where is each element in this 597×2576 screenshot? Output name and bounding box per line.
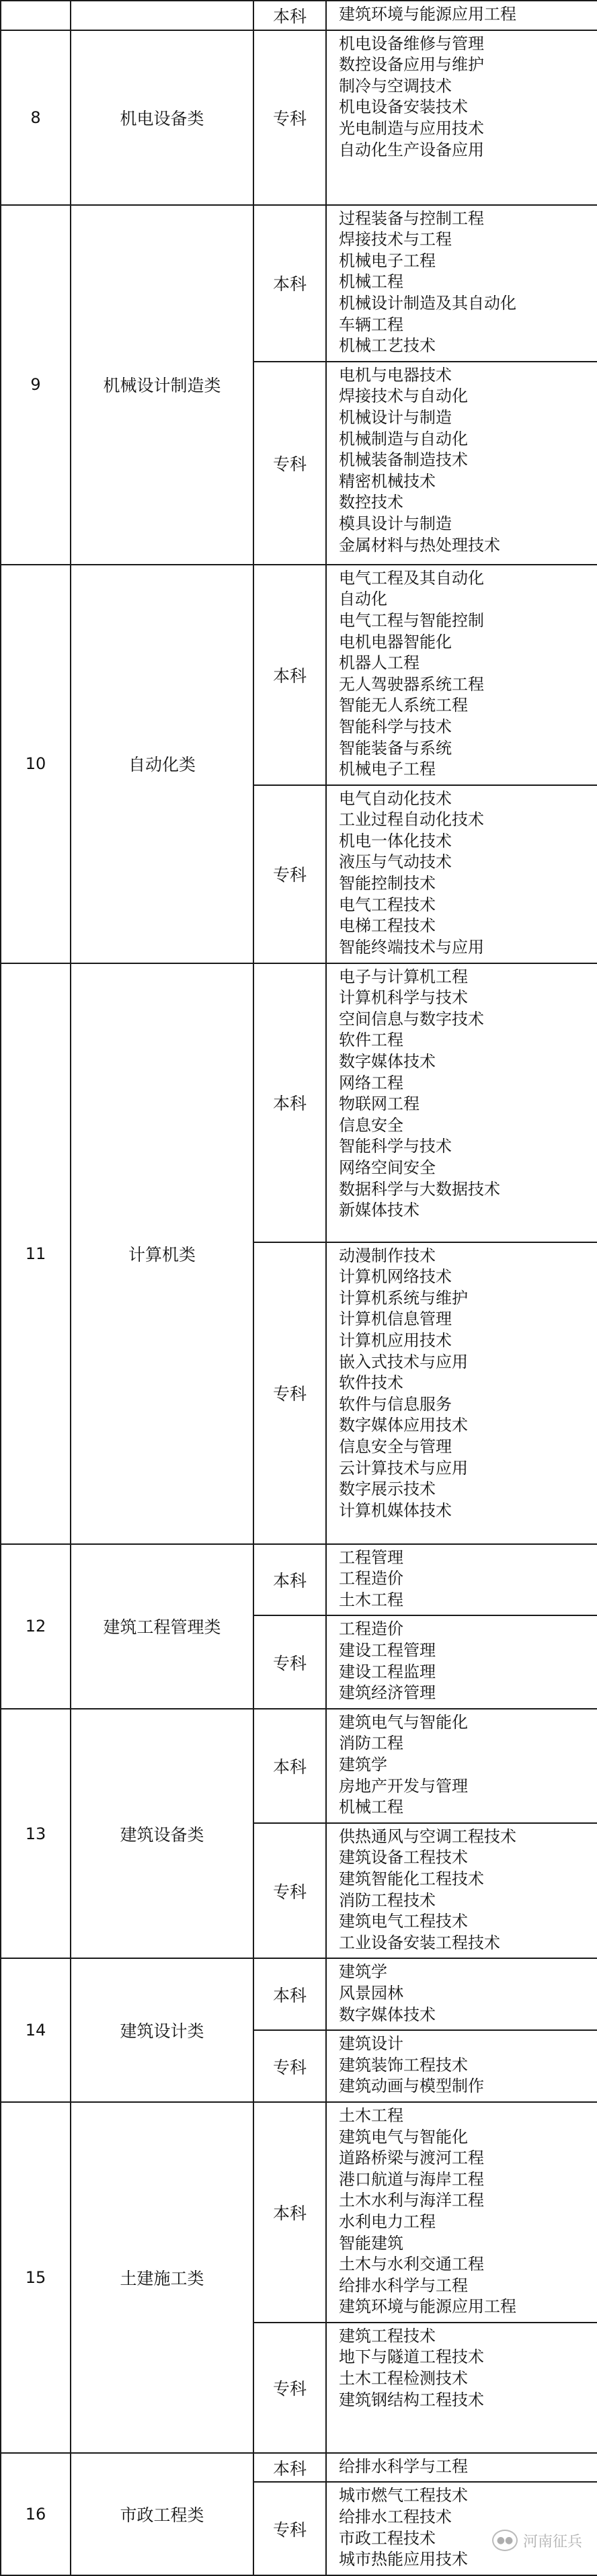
education-level: 本科 xyxy=(253,1544,326,1616)
major-item: 机械设计与制造 xyxy=(339,407,452,427)
major-item: 建筑经济管理 xyxy=(339,1683,436,1703)
major-item: 模具设计与制造 xyxy=(339,514,452,533)
table-row xyxy=(1,30,597,205)
education-level: 本科 xyxy=(253,963,326,1242)
major-item: 焊接技术与自动化 xyxy=(339,387,468,406)
major-item: 建筑智能化工程技术 xyxy=(339,1869,484,1888)
major-item: 给排水工程技术 xyxy=(339,2507,452,2527)
major-item: 网络工程 xyxy=(339,1073,403,1092)
category-name: 计算机类 xyxy=(71,963,253,1544)
major-item: 电气工程及其自动化 xyxy=(339,568,484,588)
majors-list xyxy=(326,205,597,362)
major-item: 数字媒体技术 xyxy=(339,2005,436,2024)
table-row xyxy=(1,205,597,362)
major-item: 自动化生产设备应用 xyxy=(339,140,484,159)
education-level: 本科 xyxy=(253,2453,326,2483)
major-item: 建筑电气与智能化 xyxy=(339,1712,468,1732)
major-item: 建筑环境与能源应用工程 xyxy=(339,5,516,24)
major-item: 建筑电气工程技术 xyxy=(339,1912,468,1931)
major-item: 机械工程 xyxy=(339,272,403,292)
major-item: 智能科学与技术 xyxy=(339,1137,452,1156)
major-item: 机械工程 xyxy=(339,1798,403,1817)
major-item: 智能控制技术 xyxy=(339,874,436,893)
major-item: 新媒体技术 xyxy=(339,1201,420,1220)
major-item: 供热通风与空调工程技术 xyxy=(339,1826,516,1846)
category-name: 自动化类 xyxy=(71,565,253,963)
major-item: 液压与气动技术 xyxy=(339,852,452,872)
category-name: 建筑设计类 xyxy=(71,1958,253,2102)
major-item: 机械装备制造技术 xyxy=(339,450,468,470)
major-item: 电气工程与智能控制 xyxy=(339,610,484,630)
major-item: 建筑学 xyxy=(339,1755,387,1775)
major-item: 城市燃气工程技术 xyxy=(339,2486,468,2505)
major-item: 房地产开发与管理 xyxy=(339,1776,468,1796)
majors-list xyxy=(326,2323,597,2453)
row-number: 13 xyxy=(1,1709,71,1959)
table-row xyxy=(1,565,597,785)
major-item: 无人驾驶器系统工程 xyxy=(339,674,484,694)
major-item: 计算机科学与技术 xyxy=(339,988,468,1008)
major-item: 建筑环境与能源应用工程 xyxy=(339,2297,516,2317)
major-item: 计算机网络技术 xyxy=(339,1267,452,1287)
major-item: 建筑设备工程技术 xyxy=(339,1848,468,1867)
major-item: 软件技术 xyxy=(339,1373,403,1393)
education-level: 本科 xyxy=(253,205,326,362)
majors-list xyxy=(326,963,597,1242)
major-item: 港口航道与海岸工程 xyxy=(339,2169,484,2189)
major-item: 土木工程 xyxy=(339,2105,403,2125)
major-item: 电气工程技术 xyxy=(339,895,436,914)
major-item: 车辆工程 xyxy=(339,315,403,334)
major-item: 软件与信息服务 xyxy=(339,1394,452,1414)
table-row xyxy=(1,1,597,30)
major-item: 机械电子工程 xyxy=(339,760,436,779)
major-item: 自动化 xyxy=(339,590,387,609)
major-item: 工业设备安装工程技术 xyxy=(339,1933,500,1952)
education-level: 专科 xyxy=(253,2030,326,2102)
major-item: 机电设备安装技术 xyxy=(339,97,468,117)
major-item: 软件工程 xyxy=(339,1031,403,1050)
major-item: 机械电子工程 xyxy=(339,251,436,270)
major-item: 光电制造与应用技术 xyxy=(339,118,484,138)
major-item: 制冷与空调技术 xyxy=(339,76,452,95)
major-item: 信息安全与管理 xyxy=(339,1437,452,1457)
major-item: 水利电力工程 xyxy=(339,2212,436,2231)
major-item: 土木工程 xyxy=(339,1590,403,1609)
table-row xyxy=(1,1709,597,1823)
row-number: 11 xyxy=(1,963,71,1544)
major-item: 建筑钢结构工程技术 xyxy=(339,2390,484,2409)
major-item: 数字展示技术 xyxy=(339,1480,436,1499)
majors-list xyxy=(326,362,597,565)
major-item: 电机与电器技术 xyxy=(339,365,452,385)
majors-list xyxy=(326,1242,597,1544)
major-item: 金属材料与热处理技术 xyxy=(339,535,500,555)
majors-list xyxy=(326,1544,597,1616)
majors-list xyxy=(326,1,597,30)
major-item: 给排水科学与工程 xyxy=(339,2456,468,2476)
major-item: 机械设计制造及其自动化 xyxy=(339,293,516,313)
education-level: 专科 xyxy=(253,1823,326,1959)
row-number: 8 xyxy=(1,30,71,205)
majors-list xyxy=(326,1958,597,2030)
major-item: 电机电器智能化 xyxy=(339,632,452,651)
major-item: 计算机系统与维护 xyxy=(339,1288,468,1307)
major-item: 给排水科学与工程 xyxy=(339,2276,468,2295)
major-item: 智能科学与技术 xyxy=(339,717,452,736)
education-level: 本科 xyxy=(253,1,326,30)
education-level: 专科 xyxy=(253,1615,326,1708)
majors-list xyxy=(326,2453,597,2483)
major-item: 机电一体化技术 xyxy=(339,831,452,850)
category-name: 机械设计制造类 xyxy=(71,205,253,565)
major-item: 建筑装饰工程技术 xyxy=(339,2055,468,2075)
major-item: 建筑电气与智能化 xyxy=(339,2127,468,2146)
education-level: 专科 xyxy=(253,785,326,963)
majors-list xyxy=(326,1615,597,1708)
category-name: 建筑设备类 xyxy=(71,1709,253,1959)
major-item: 机械制造与自动化 xyxy=(339,429,468,448)
education-level: 专科 xyxy=(253,30,326,205)
row-number: 14 xyxy=(1,1958,71,2102)
watermark xyxy=(492,2530,582,2551)
major-item: 建筑学 xyxy=(339,1962,387,1982)
major-item: 工程造价 xyxy=(339,1569,403,1588)
major-item: 工程造价 xyxy=(339,1619,403,1639)
education-level: 专科 xyxy=(253,1242,326,1544)
major-item: 工业过程自动化技术 xyxy=(339,810,484,830)
majors-list xyxy=(326,1823,597,1959)
major-item: 数字媒体应用技术 xyxy=(339,1416,468,1435)
major-item: 机械工艺技术 xyxy=(339,336,436,356)
major-item: 电气自动化技术 xyxy=(339,789,452,808)
major-item: 焊接技术与工程 xyxy=(339,230,452,249)
majors-list xyxy=(326,2102,597,2323)
category-name: 市政工程类 xyxy=(71,2453,253,2575)
major-item: 机器人工程 xyxy=(339,653,420,673)
major-item: 土木与水利交通工程 xyxy=(339,2255,484,2274)
major-item: 风景园林 xyxy=(339,1983,403,2003)
majors-list xyxy=(326,2030,597,2102)
major-item: 建筑动画与模型制作 xyxy=(339,2077,484,2096)
table-row xyxy=(1,2453,597,2483)
major-item: 计算机媒体技术 xyxy=(339,1500,452,1520)
major-item: 数控技术 xyxy=(339,493,403,512)
education-level: 本科 xyxy=(253,565,326,785)
major-item: 网络空间安全 xyxy=(339,1158,436,1178)
major-item: 地下与隧道工程技术 xyxy=(339,2347,484,2367)
major-item: 电梯工程技术 xyxy=(339,916,436,936)
majors-list xyxy=(326,785,597,963)
major-item: 道路桥梁与渡河工程 xyxy=(339,2148,484,2168)
major-item: 建设工程管理 xyxy=(339,1641,436,1660)
major-item: 工程管理 xyxy=(339,1547,403,1567)
major-item: 土木工程检测技术 xyxy=(339,2369,468,2388)
major-item: 建筑工程技术 xyxy=(339,2326,436,2345)
row-number xyxy=(1,1,71,30)
major-item: 电子与计算机工程 xyxy=(339,967,468,986)
majors-list xyxy=(326,565,597,785)
major-item: 过程装备与控制工程 xyxy=(339,208,484,228)
row-number: 10 xyxy=(1,565,71,963)
major-item: 云计算技术与应用 xyxy=(339,1458,468,1478)
major-item: 动漫制作技术 xyxy=(339,1246,436,1265)
major-item: 数据科学与大数据技术 xyxy=(339,1179,500,1199)
major-item: 计算机应用技术 xyxy=(339,1331,452,1351)
major-item: 建设工程监理 xyxy=(339,1662,436,1681)
category-name: 土建施工类 xyxy=(71,2102,253,2453)
category-name: 建筑工程管理类 xyxy=(71,1544,253,1709)
major-item: 智能装备与系统 xyxy=(339,738,452,758)
major-item: 消防工程技术 xyxy=(339,1890,436,1910)
row-number: 15 xyxy=(1,2102,71,2453)
major-item: 计算机信息管理 xyxy=(339,1310,452,1329)
major-item: 智能无人系统工程 xyxy=(339,696,468,715)
row-number: 16 xyxy=(1,2453,71,2575)
major-item: 物联网工程 xyxy=(339,1094,420,1114)
table-row xyxy=(1,1544,597,1616)
major-item: 嵌入式技术与应用 xyxy=(339,1352,468,1371)
education-level: 专科 xyxy=(253,2482,326,2575)
major-item: 智能终端技术与应用 xyxy=(339,937,484,957)
major-item: 建筑设计 xyxy=(339,2034,403,2054)
category-name xyxy=(71,1,253,30)
education-level: 专科 xyxy=(253,2323,326,2453)
major-item: 信息安全 xyxy=(339,1115,403,1135)
row-number: 9 xyxy=(1,205,71,565)
education-level: 本科 xyxy=(253,1958,326,2030)
major-item: 智能建筑 xyxy=(339,2233,403,2253)
major-item: 数控设备应用与维护 xyxy=(339,55,484,75)
table-row xyxy=(1,1958,597,2030)
wechat-logo-icon: ●● xyxy=(492,2530,518,2551)
watermark-text: 河南征兵 xyxy=(522,2533,582,2550)
education-level: 本科 xyxy=(253,2102,326,2323)
education-level: 本科 xyxy=(253,1709,326,1823)
table-row xyxy=(1,2102,597,2323)
majors-list xyxy=(326,2482,597,2575)
majors-list xyxy=(326,30,597,205)
major-item: 空间信息与数字技术 xyxy=(339,1009,484,1029)
major-item: 城市热能应用技术 xyxy=(339,2550,468,2569)
majors-list xyxy=(326,1709,597,1823)
major-item: 机电设备维修与管理 xyxy=(339,34,484,53)
category-name: 机电设备类 xyxy=(71,30,253,205)
major-item: 消防工程 xyxy=(339,1734,403,1753)
major-item: 土木水利与海洋工程 xyxy=(339,2191,484,2210)
education-level: 专科 xyxy=(253,362,326,565)
row-number: 12 xyxy=(1,1544,71,1709)
major-item: 数字媒体技术 xyxy=(339,1052,436,1072)
major-item: 精密机械技术 xyxy=(339,471,436,491)
major-item: 市政工程技术 xyxy=(339,2528,436,2548)
table-row xyxy=(1,963,597,1242)
